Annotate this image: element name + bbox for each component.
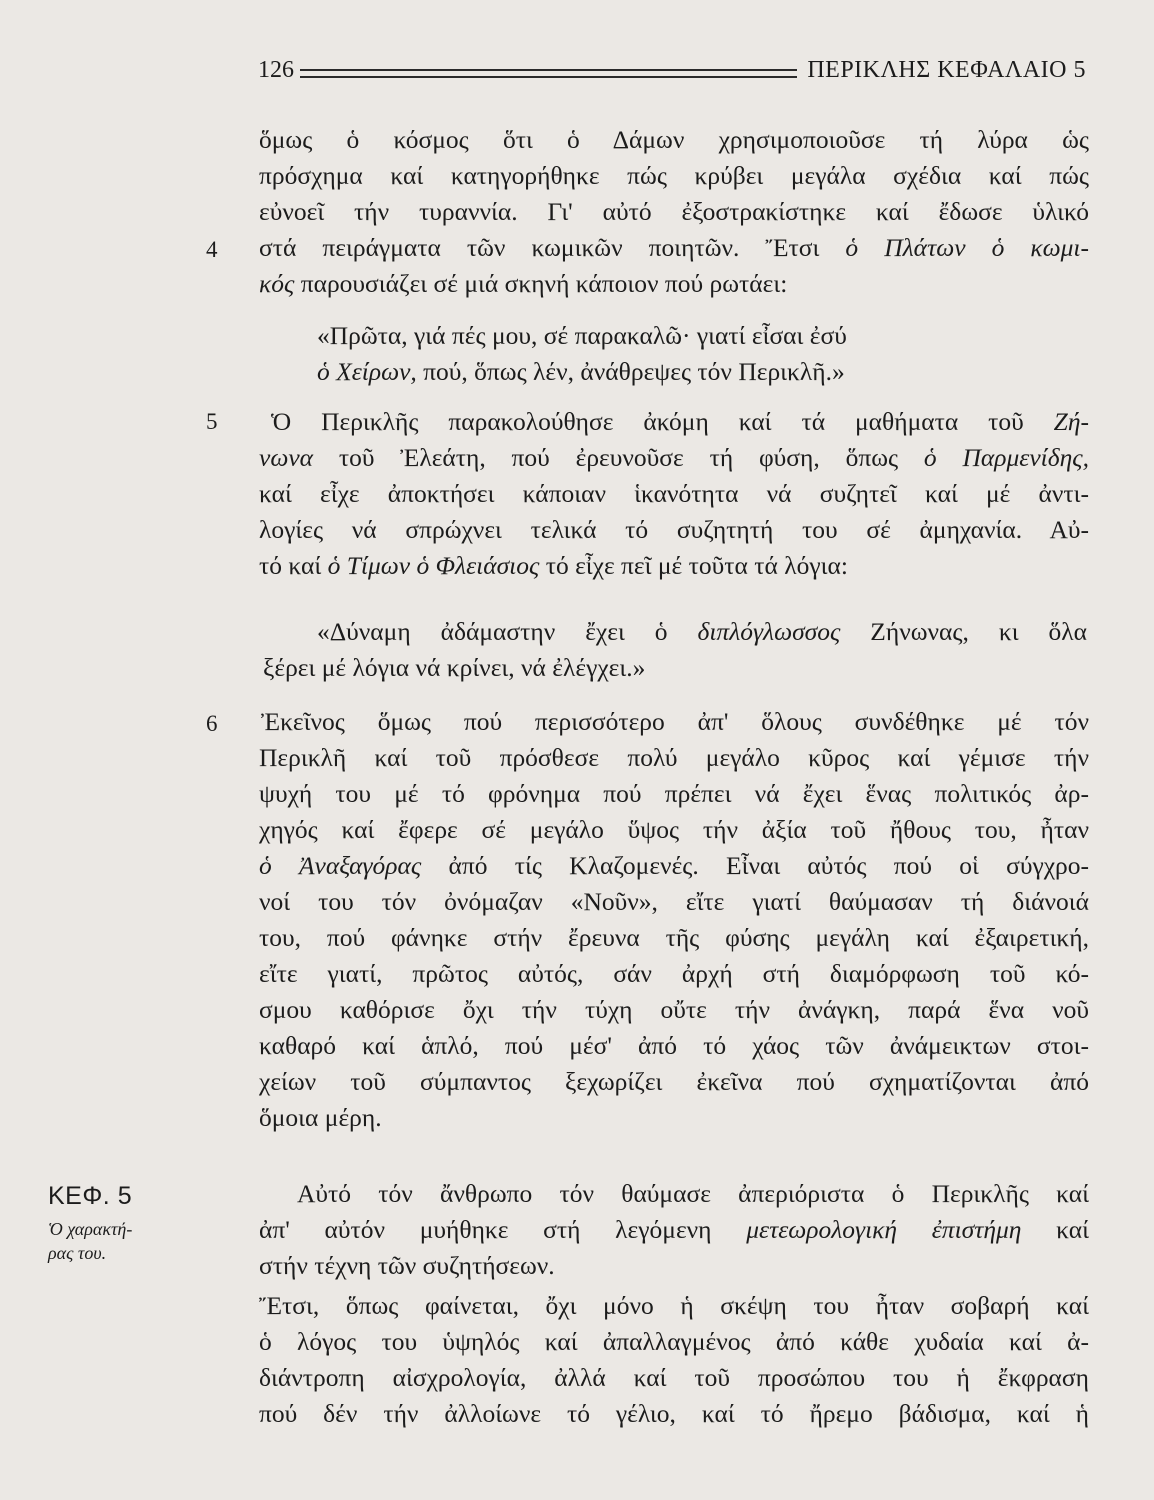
quote-line: ξέρει μέ λόγια νά κρίνει, νά ἐλέγχει.» [263, 653, 646, 682]
text-line: Αὐτό τόν ἄνθρωπο τόν θαύμασε ἀπεριόριστα ὁ Περικλῆς καί [297, 1179, 1089, 1208]
text-line: εἴτε γιατί, πρῶτος αὐτός, σάν ἀρχή στή διαμόρφωση τοῦ κό- [259, 959, 1089, 988]
text-line: νωνα τοῦ Ἐλεάτη, πού ἐρευνοῦσε τή φύση, ὅπως ὁ Παρμενίδης, [259, 443, 1089, 472]
text-line: κός παρουσιάζει σέ μιά σκηνή κάποιον πού ρωτάει: [259, 269, 788, 298]
page-number: 126 [258, 57, 294, 83]
margin-number: 5 [206, 409, 218, 434]
side-note-heading: ΚΕΦ. 5 [48, 1182, 133, 1210]
text-line: νοί του τόν ὀνόμαζαν «Νοῦν», εἴτε γιατί θαύμασαν τή διάνοιά [259, 887, 1089, 916]
margin-number: 4 [206, 237, 218, 262]
header-rule [300, 69, 797, 78]
text-line: Ὁ Περικλῆς παρακολούθησε ἀκόμη καί τά μαθήματα τοῦ Ζή- [271, 407, 1089, 436]
text-line: πρόσχημα καί κατηγορήθηκε πώς κρύβει μεγάλα σχέδια καί πώς [259, 161, 1089, 190]
text-line: καθαρό καί ἁπλό, πού μέσ' ἀπό τό χάος τῶν ἀνάμεικτων στοι- [259, 1031, 1089, 1060]
text-line: χείων τοῦ σύμπαντος ξεχωρίζει ἐκεῖνα πού σχηματίζονται ἀπό [259, 1067, 1089, 1096]
quote-line: ὁ Χείρων, πού, ὅπως λέν, ἀνάθρεψες τόν Περικλῆ.» [317, 357, 845, 386]
text-line: λογίες νά σπρώχνει τελικά τό συζητητή του σέ ἀμηχανία. Αὐ- [259, 515, 1089, 544]
text-line: του, πού φάνηκε στήν ἔρευνα τῆς φύσης μεγάλη καί ἐξαιρετική, [259, 923, 1089, 952]
text-line: ὅμοια μέρη. [259, 1103, 382, 1132]
text-line: εὐνοεῖ τήν τυραννία. Γι' αὐτό ἐξοστρακίστηκε καί ἔδωσε ὑλικό [259, 197, 1089, 226]
side-note [48, 1182, 178, 1265]
text-line: Ἐκεῖνος ὅμως πού περισσότερο ἀπ' ὅλους συνδέθηκε μέ τόν [261, 707, 1089, 736]
text-line: καί εἶχε ἀποκτήσει κάποιαν ἱκανότητα νά συζητεῖ καί μέ ἀντι- [259, 479, 1089, 508]
text-line: ὅμως ὁ κόσμος ὅτι ὁ Δάμων χρησιμοποιοῦσε τή λύρα ὡς [259, 125, 1089, 154]
text-line: διάντροπη αἰσχρολογία, ἀλλά καί τοῦ προσώπου του ἡ ἔκφραση [259, 1363, 1089, 1392]
running-header [258, 50, 1086, 84]
side-note-subtitle: Ὁ χαρακτή- ρας του. [48, 1219, 133, 1263]
text-line: Ἔτσι, ὅπως φαίνεται, ὄχι μόνο ἡ σκέψη του ἦταν σοβαρή καί [259, 1291, 1089, 1320]
text-line: ψυχή του μέ τό φρόνημα πού πρέπει νά ἔχει ἕνας πολιτικός ἀρ- [259, 779, 1089, 808]
text-line: ὁ Ἀναξαγόρας ἀπό τίς Κλαζομενές. Εἶναι αὐτός πού οἱ σύγχρο- [259, 851, 1089, 880]
text-line: στά πειράγματα τῶν κωμικῶν ποιητῶν. Ἔτσι ὁ Πλάτων ὁ κωμι- [259, 233, 1089, 262]
text-line: σμου καθόρισε ὄχι τήν τύχη οὔτε τήν ἀνάγκη, παρά ἕνα νοῦ [259, 995, 1089, 1024]
running-title: ΠΕΡΙΚΛΗΣ ΚΕΦΑΛΑΙΟ 5 [807, 57, 1086, 83]
text-line: πού δέν τήν ἀλλοίωνε τό γέλιο, καί τό ἤρεμο βάδισμα, καί ἡ [259, 1399, 1089, 1428]
margin-number: 6 [206, 711, 218, 736]
quote-line: «Πρῶτα, γιά πές μου, σέ παρακαλῶ· γιατί εἶσαι ἐσύ [317, 321, 847, 350]
text-line: ὁ λόγος του ὑψηλός καί ἀπαλλαγμένος ἀπό κάθε χυδαία καί ἀ- [259, 1327, 1089, 1356]
quote-line: «Δύναμη ἀδάμαστην ἔχει ὁ διπλόγλωσσος Ζήνωνας, κι ὅλα [317, 617, 1087, 646]
text-line: χηγός καί ἔφερε σέ μεγάλο ὕψος τήν ἀξία τοῦ ἤθους του, ἦταν [259, 815, 1089, 844]
text-line: τό καί ὁ Τίμων ὁ Φλειάσιος τό εἶχε πεῖ μέ τοῦτα τά λόγια: [259, 551, 848, 580]
text-line: ἀπ' αὐτόν μυήθηκε στή λεγόμενη μετεωρολογική ἐπιστήμη καί [259, 1215, 1090, 1244]
text-line: Περικλῆ καί τοῦ πρόσθεσε πολύ μεγάλο κῦρος καί γέμισε τήν [259, 743, 1089, 772]
text-line: στήν τέχνη τῶν συζητήσεων. [259, 1251, 555, 1280]
